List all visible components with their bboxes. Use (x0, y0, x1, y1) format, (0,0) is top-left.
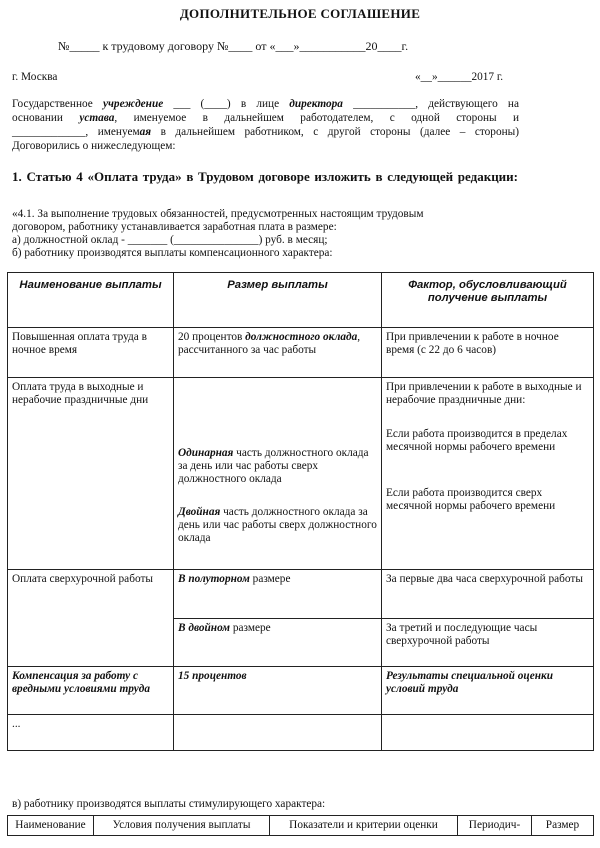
stimulating-payments-intro: в) работнику производятся выплаты стимулирующего характера: (12, 798, 326, 810)
section-1-heading: 1. Статью 4 «Оплата труда» в Трудовом договоре изложить в следующей редакции: (12, 169, 518, 184)
cell-empty (382, 715, 594, 751)
cell-weekend-factor (382, 378, 594, 570)
header-name: Наименование (8, 816, 94, 836)
table-header-row (8, 816, 594, 836)
cell-text: , рассчитанного за час работы (178, 331, 361, 356)
weekend-single-rate (178, 447, 377, 486)
table-row (8, 328, 594, 378)
header-conditions: Условия получения выплаты (94, 816, 270, 836)
agreement-date: «__»______2017 г. (415, 71, 504, 83)
cell-overtime-factor-1: За первые два часа сверхурочной работы (382, 570, 594, 619)
intro-emphasis: ая (139, 126, 152, 138)
cell-night-size (174, 328, 382, 378)
intro-line-4: Договорились о нижеследующем: (12, 140, 176, 152)
header-payment-size: Размер выплаты (174, 273, 382, 328)
stimulating-table (7, 815, 594, 836)
cell-text: размере (249, 573, 291, 585)
cell-overtime-pay: Оплата сверхурочной работы (8, 570, 174, 667)
cell-text: часть должностного оклада за день или час работы сверх должностного оклада (178, 447, 369, 485)
table-row (8, 378, 594, 570)
header-amount: Размер (532, 816, 594, 836)
cell-emphasis: должностного оклада (245, 331, 358, 343)
cell-overtime-size-2 (174, 619, 382, 667)
weekend-factor-within-norm: Если работа производится в пределах месячной нормы рабочего времени (386, 428, 568, 453)
cell-emphasis: Двойная (178, 506, 221, 518)
intro-emphasis: директора (289, 98, 343, 110)
cell-overtime-size-1 (174, 570, 382, 619)
section-1-para-3: а) должностной оклад - _______ (_______________) руб. в месяц; (12, 234, 328, 246)
weekend-factor-over-norm: Если работа производится сверх месячной нормы рабочего времени (386, 487, 556, 512)
table-header-row (8, 273, 594, 328)
intro-line-2 (12, 112, 519, 125)
table-row (8, 715, 594, 751)
header-payment-factor: Фактор, обусловливающий получение выплаты (382, 273, 594, 328)
compensation-table (7, 272, 594, 751)
weekend-double-rate (178, 506, 377, 545)
intro-text: Государственное (12, 98, 103, 110)
intro-text: основании (12, 112, 80, 124)
intro-text: ___ (____) в лице (163, 98, 290, 110)
cell-emphasis: В полуторном (178, 573, 250, 585)
header-payment-name: Наименование выплаты (8, 273, 174, 328)
city: г. Москва (12, 71, 58, 83)
cell-harmful-size: 15 процентов (174, 667, 382, 715)
cell-weekend-pay: Оплата труда в выходные и нерабочие праздничные дни (8, 378, 174, 570)
cell-harmful-pay: Компенсация за работу с вредными условиями труда (8, 667, 174, 715)
section-1-para-4: б) работнику производятся выплаты компенсационного характера: (12, 247, 333, 259)
cell-emphasis: Одинарная (178, 447, 234, 459)
intro-text: , именуемое в дальнейшем работодателем, с одной стороны и (114, 112, 519, 124)
intro-emphasis: устава (79, 112, 115, 124)
cell-text: 20 процентов (178, 331, 246, 343)
intro-emphasis: учреждение (102, 98, 164, 110)
intro-line-1 (12, 98, 519, 111)
table-row (8, 667, 594, 715)
header-periodicity: Периодич- (458, 816, 532, 836)
cell-empty (174, 715, 382, 751)
cell-emphasis: В двойном (178, 622, 231, 634)
header-criteria: Показатели и критерии оценки (270, 816, 458, 836)
cell-text: часть должностного оклада за день или час работы сверх должностного оклада (178, 506, 377, 544)
cell-harmful-factor: Результаты специальной оценки условий труда (382, 667, 594, 715)
cell-night-factor: При привлечении к работе в ночное время (с 22 до 6 часов) (382, 328, 594, 378)
intro-text: в дальнейшем работником, с другой стороны (далее – стороны) (151, 126, 519, 138)
cell-ellipsis: ... (8, 715, 174, 751)
table-row (8, 570, 594, 619)
agreement-subtitle: №_____ к трудовому договору №____ от «___»___________20____г. (58, 39, 409, 53)
intro-text: ___________, действующего на (342, 98, 519, 110)
cell-night-pay: Повышенная оплата труда в ночное время (8, 328, 174, 378)
section-1-para-1: «4.1. За выполнение трудовых обязанностей, предусмотренных настоящим трудовым (12, 208, 424, 220)
section-1-para-2: договором, работнику устанавливается заработная плата в размере: (12, 221, 337, 233)
document-title: ДОПОЛНИТЕЛЬНОЕ СОГЛАШЕНИЕ (179, 6, 421, 21)
weekend-factor-intro: При привлечении к работе в выходные и нерабочие праздничные дни: (386, 381, 582, 406)
intro-text: _____________, именуем (12, 126, 140, 138)
cell-weekend-size (174, 378, 382, 570)
cell-overtime-factor-2: За третий и последующие часы сверхурочной работы (382, 619, 594, 667)
intro-line-3 (12, 126, 519, 139)
cell-text: размере (230, 622, 271, 634)
